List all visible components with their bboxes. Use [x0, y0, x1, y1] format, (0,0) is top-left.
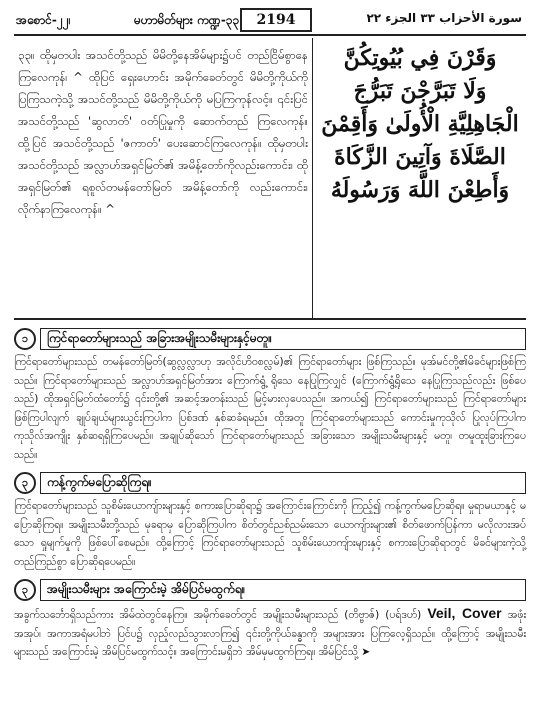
page-header	[14, 6, 526, 36]
verse-translation: ၃၃။ ထိုမှတပါး အသင်တို့သည် မိမိတို့နေအိမ်များ၌ပင် တည်ငြိမ်စွာနေကြလေကုန်၊ ^ ထိုပြင် ရှေးဟောင်း အမိုက်ခေတ်တွင် မိမိတို့ကိုယ်ကို ပြကြသကဲ့သို့ အသင်တို့သည် မိမိတို့ကိုယ်ကို မပြကြကုန်လင့်။ ၎င်းပြင် အသင်တို့သည် 'ဆွလာတ်' ဝတ်ပြုမှုကို ဆောက်တည် ကြလေကုန်။ ထို့ပြင် အသင်တို့သည် 'ဇကာတ်' ပေးဆောင်ကြလေကုန်။ ထိုမှတပါး အသင်တို့သည် အလ္လာဟ်အရှင်မြတ်၏ အမိန့်တော်ကိုလည်းကောင်း၊ ထိုအရှင်မြတ်၏ ရစူလ်တမန်တော်မြတ် အမိန့်တော်ကို လည်းကောင်း၊ လိုက်နာကြလေကုန်။ ^	[18, 48, 308, 216]
arabic-verse	[318, 42, 522, 207]
section-heading	[14, 472, 526, 494]
page-number: 2194	[240, 8, 312, 32]
mushaf-page	[14, 6, 526, 706]
commentary-section	[14, 472, 526, 571]
verse-block	[14, 38, 526, 320]
section-heading	[14, 579, 526, 601]
arabic-line: الصَّلَاةَ وَآتِينَ الزَّكَاةَ	[334, 144, 506, 170]
section-number: ၃	[14, 579, 36, 601]
arabic-line: الْجَاهِلِيَّةِ الْأُولَىٰ وَأَقِمْنَ	[321, 111, 519, 137]
section-number: ၁	[14, 328, 36, 350]
arabic-line: وَقَرْنَ فِي بُيُوتِكُنَّ	[343, 45, 497, 71]
section-text-part: အခွက်သင်္ဘောရှိသည်ကား အိမ်ထဲတွင်နေကြ။ အမိုက်ခေတ်တွင် အမျိုးသမီးများသည် (တိဗ္ဗာဇ်) (ပရ်ဒဟ်)	[14, 609, 422, 621]
volume-label: အစောင်-၂၂၊	[16, 13, 71, 27]
surah-label: سورة الأحزاب ٣٣ الجزء ٢٢	[366, 11, 522, 25]
column-divider	[312, 38, 313, 318]
english-term: Veil, Cover	[427, 605, 502, 621]
arabic-line: وَأَطِعْنَ اللَّهَ وَرَسُولَهُ	[330, 177, 510, 203]
section-text-part: အဖုံးအအုပ်၊ အကာအရံမပါဘဲ ပြင်ပ၌ လှည့်လည်သွားလာကြ၍ ၎င်းတို့ကိုယ်ခန္ဓာကို အများအား ပြကြလေ့ရှိသည်။ ထို့ကြောင့် အမျိုးသမီးများသည် အကြောင်းမဲ့ အိမ်ပြင်မထွက်သင့်။ အကြောင်းမရှိဘဲ အိမ်မှမထွက်ကြရ။ အိမ်ပြင်သို့ ➤	[14, 609, 527, 658]
section-text	[14, 604, 526, 662]
section-text: ကြင်ရာတော်များသည် တမန်တော်မြတ်(ဆွလ္လလ္လာဟု အလိုင်ဟိဝစလ္လမ်)၏ ကြင်ရာတော်များ ဖြစ်ကြသည်။ မုအ်မင်တို့၏မိခင်များဖြစ်ကြသည်။ ကြင်ရာတော်များသည် အလ္လာဟ်အရှင်မြတ်အား ကြောက်ရွံ့ ရိုသေ နေပြုကြလျှင် (ကြောက်ရွံ့ရိုသေ နေပြုကြသည်လည်း ဖြစ်ပေသည်) ထိုအရှင်မြတ်ထံတော်၌ ၎င်းတို့၏ အဆင့်အတန်းသည် မြင့်မားလှပေသည်။ အကယ်၍ ကြင်ရာတော်များသည် ကြင်ရာတော်များ ဖြစ်ကြပါလျက် ချုပ်ချယ်များယွင်းကြပါက ပြစ်ဒဏ် နှစ်ဆခံရမည်။ ထိုအတူ ကြင်ရာတော်များသည် ကောင်းမှုကုသိုလ် ပြုလုပ်ကြပါက ကုသိုလ်အကျိုး နှစ်ဆရရှိကြပေမည်။ အချုပ်ဆိုသော် ကြင်ရာတော်များသည် အခြားသော အမျိုးသမီးများနှင့် မတူ၊ တမူထူးခြားကြပေသည်။	[14, 356, 526, 461]
commentary-section	[14, 579, 526, 662]
section-heading	[14, 328, 526, 350]
section-title: ကန့်ကွက်မပြောဆိုကြရ။	[40, 472, 526, 494]
section-title: အမျိုးသမီးများ အကြောင်းမဲ့ အိမ်ပြင်မထွက်ရ။	[40, 579, 526, 601]
arabic-line: وَلَا تَبَرَّجْنَ تَبَرُّجَ	[353, 78, 487, 104]
chapter-label: မဟာမိတ်များ ကဏ္ဍ-၃၃	[134, 13, 240, 27]
section-title: ကြင်ရာတော်များသည် အခြားအမျိုးသမီးများနှင့်မတူ။	[40, 328, 526, 350]
section-text: ကြင်ရာတော်များသည် သူစိမ်းယောကျ်ားများနှင့် စကားပြောဆိုရာ၌ အကြောင်းကြောင်းကို ကြည့်၍ ကန့်ကွက်မပြောဆိုရ။ မှုရာမယာနှင့် မပြောဆိုကြရ။ အမျိုးသမီးတို့သည် မုခရာမှ ပြောဆိုကြပါက စိတ်တွင်ညစ်ညမ်းသော ယောကျ်ားများ၏ စိတ်ဖောက်ပြန်ကာ မလိုလားအပ်သော ရှုမျက်မှုကို ဖြစ်ပေါ်စေမည်။ ထို့ကြောင့် ကြင်ရာတော်များသည် သူစိမ်းယောကျ်ားများနှင့် စကားပြောဆိုရာတွင် မိခင်များကဲ့သို့ တည်ကြည်စွာ ပြောဆိုရပေမည်။	[14, 500, 526, 568]
section-number: ၃	[14, 472, 36, 494]
commentary-section	[14, 328, 526, 464]
